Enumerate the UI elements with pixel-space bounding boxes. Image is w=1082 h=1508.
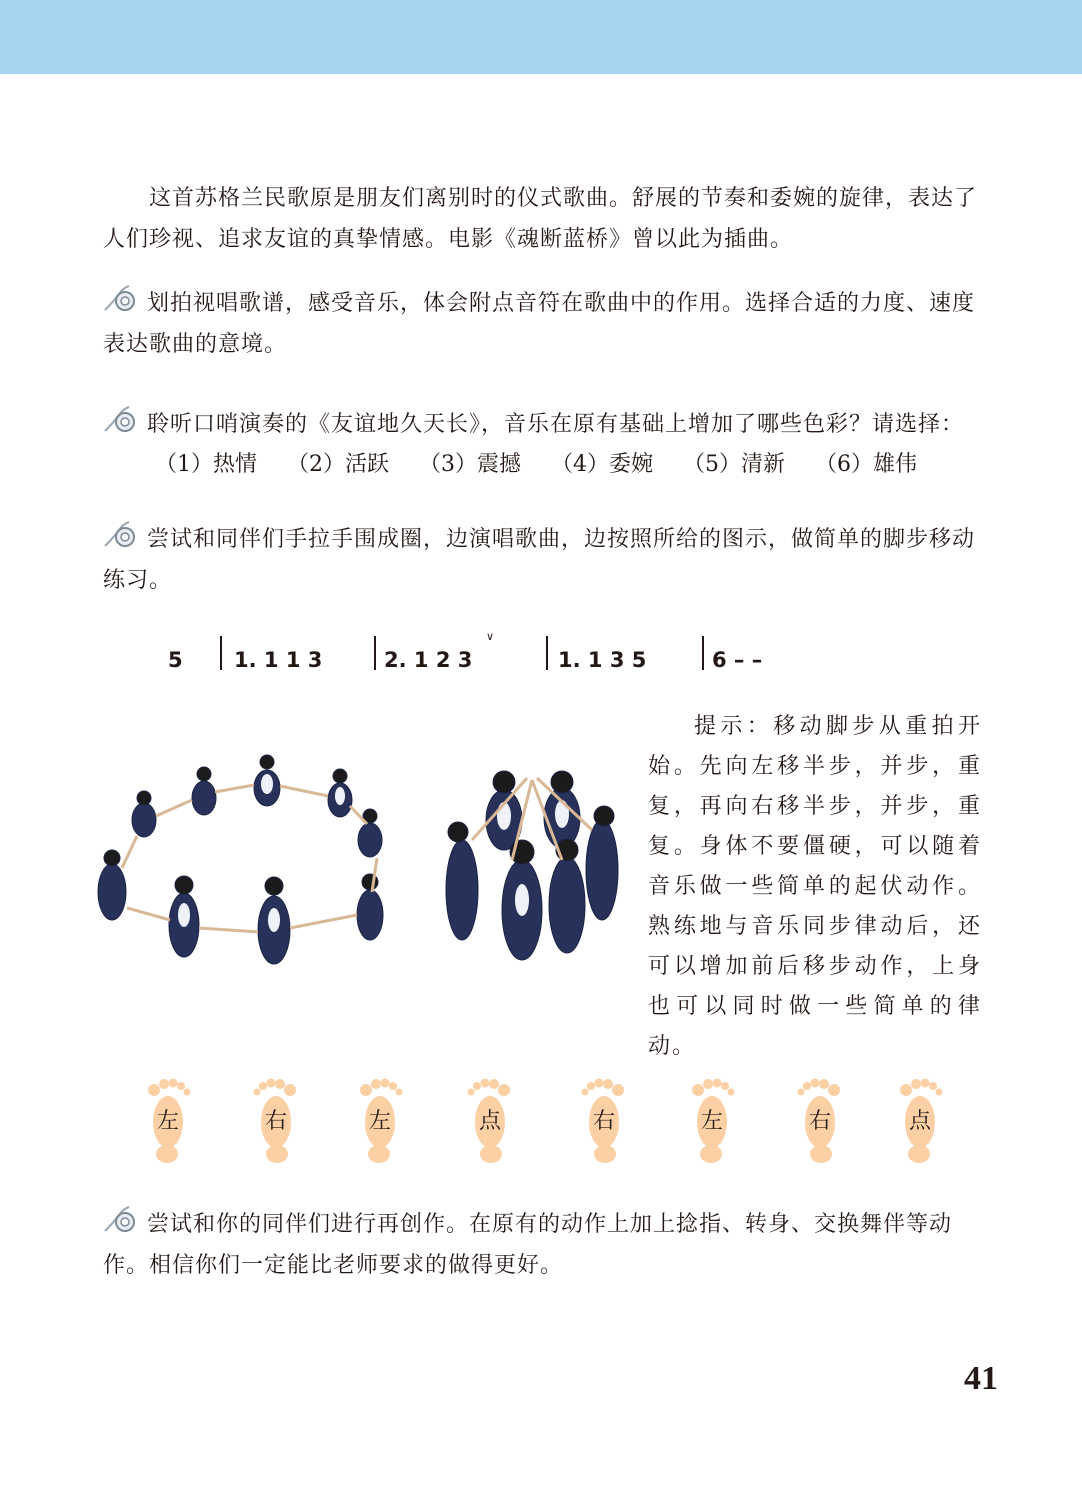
horn-icon [103,405,137,435]
bar-line [546,636,548,670]
jianpu-notation [168,628,828,688]
horn-icon [103,520,137,550]
footprint: 右 [576,1072,632,1164]
activity-2: 聆听口哨演奏的《友谊地久天长》，音乐在原有基础上增加了哪些色彩？请选择： [103,404,983,445]
tip-text: 提示：移动脚步从重拍开始。先向左移半步，并步，重复，再向右移半步，并步，重复。身体不要僵硬，可以随着音乐做一些简单的起伏动作。熟练地与音乐同步律动后，还可以增加前后移步动作，上身也可以同时做一些简单的律动。 [648,714,982,1059]
footprint: 左 [140,1072,196,1164]
option: （5）清新 [683,452,785,477]
footstep-diagram [140,1072,960,1167]
bar-line [374,636,376,670]
footprint: 右 [792,1072,848,1164]
notation-measure: 2. 1 2 3 [384,648,473,672]
activity-3: 尝试和同伴们手拉手围成圈，边演唱歌曲，边按照所给的图示，做简单的脚步移动练习。 [103,519,983,601]
bar-line [220,636,222,670]
breath-mark: ∨ [486,630,495,643]
notation-measure: 1. 1 3 5 [558,648,647,672]
footprint: 左 [352,1072,408,1164]
option: （3）震撼 [419,452,521,477]
intro-paragraph: 这首苏格兰民歌原是朋友们离别时的仪式歌曲。舒展的节奏和委婉的旋律，表达了人们珍视、追求友谊的真挚情感。电影《魂断蓝桥》曾以此为插曲。 [103,186,978,252]
horn-icon [103,1205,137,1235]
horn-icon [103,284,137,314]
notation-measure: 5 [168,648,183,672]
footprint: 点 [462,1072,518,1164]
option: （6）雄伟 [815,452,917,477]
notation-measure: 1. 1 1 3 [234,648,323,672]
footprint: 左 [684,1072,740,1164]
students-huddle-photo [432,760,632,975]
page-number: 41 [964,1360,998,1397]
options-list [155,447,947,483]
option: （4）委婉 [551,452,653,477]
option: （1）热情 [155,452,257,477]
students-circle-photo [92,740,392,985]
header-band [0,0,1082,74]
activity-1: 划拍视唱歌谱，感受音乐，体会附点音符在歌曲中的作用。选择合适的力度、速度表达歌曲的意境。 [103,283,983,365]
option: （2）活跃 [287,452,389,477]
footprint: 右 [248,1072,304,1164]
bar-line [702,636,704,670]
footprint: 点 [892,1072,948,1164]
notation-measure: 6 – – [712,648,763,672]
activity-4: 尝试和你的同伴们进行再创作。在原有的动作上加上捻指、转身、交换舞伴等动作。相信你们一定能比老师要求的做得更好。 [103,1204,983,1286]
